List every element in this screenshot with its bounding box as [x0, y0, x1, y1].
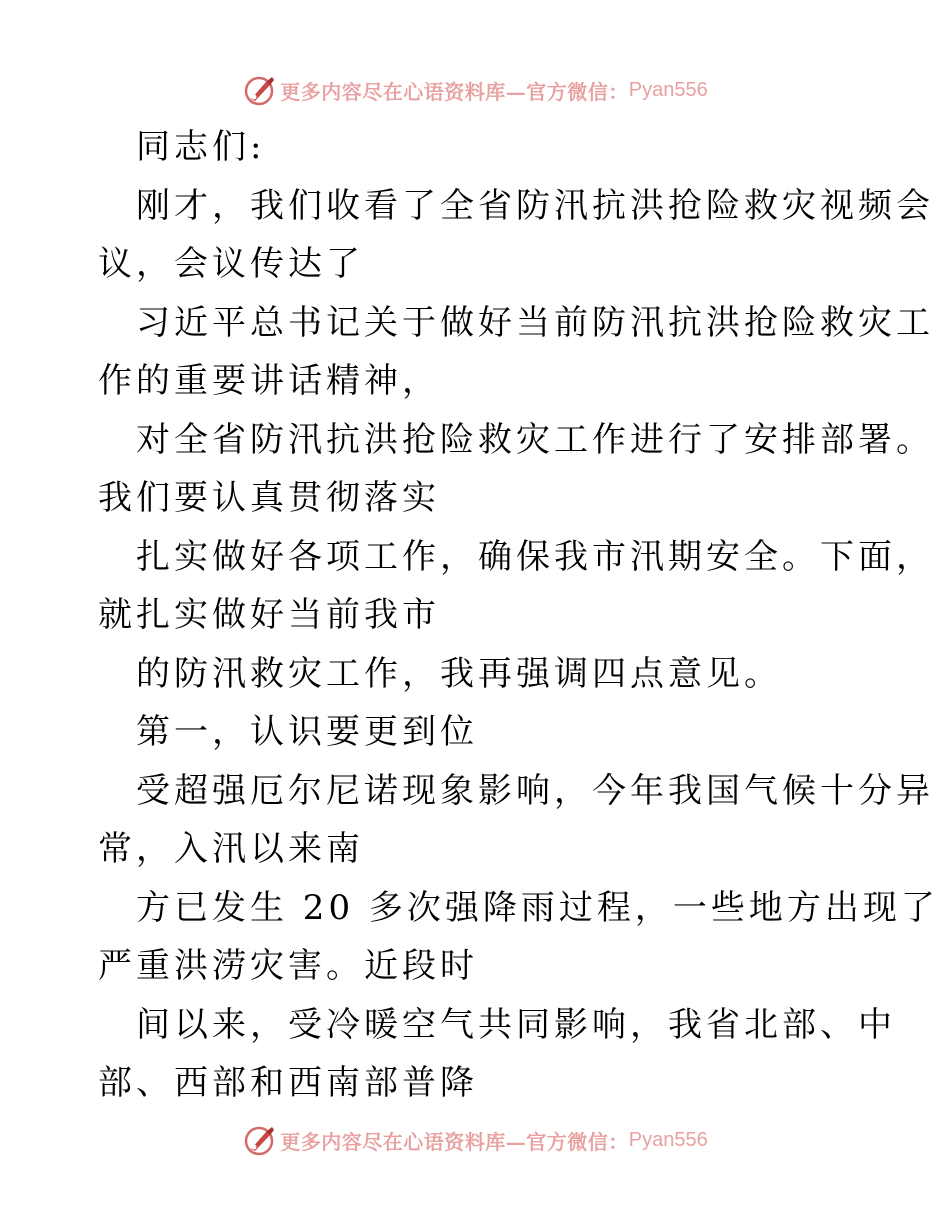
- text-line: 我们要认真贯彻落实: [98, 478, 440, 518]
- text-line: 受超强厄尔尼诺现象影响，今年我国气候十分异: [136, 770, 934, 811]
- text-line: 作的重要讲话精神，: [98, 361, 440, 401]
- watermark-id: Pyan556: [628, 1128, 708, 1151]
- pen-logo-icon: [242, 73, 276, 107]
- text-line: 同志们:: [136, 127, 266, 167]
- text-line: 严重洪涝灾害。近段时: [98, 946, 478, 986]
- watermark-header: [0, 70, 950, 110]
- pen-logo-icon: [242, 1123, 276, 1157]
- text-line: 扎实做好各项工作，确保我市汛期安全。下面，: [136, 536, 934, 577]
- text-line: 刚才，我们收看了全省防汛抗洪抢险救灾视频会: [136, 185, 934, 226]
- watermark-text: 更多内容尽在心语资料库—官方微信：: [280, 1129, 629, 1154]
- watermark-footer: [0, 1120, 950, 1160]
- text-line: 第一，认识要更到位: [136, 712, 478, 752]
- text-line: 部、西部和西南部普降: [98, 1063, 478, 1103]
- text-line: 议，会议传达了: [98, 244, 364, 284]
- text-line: 对全省防汛抗洪抢险救灾工作进行了安排部署。: [136, 419, 934, 460]
- document-body: [98, 118, 939, 1113]
- watermark-text: 更多内容尽在心语资料库—官方微信：: [280, 79, 629, 104]
- watermark-id: Pyan556: [628, 78, 708, 101]
- text-line: 常，入汛以来南: [98, 829, 364, 869]
- text-line: 间以来，受冷暖空气共同影响，我省北部、中: [136, 1004, 896, 1045]
- text-line: 就扎实做好当前我市: [98, 595, 440, 635]
- text-line: 习近平总书记关于做好当前防汛抗洪抢险救灾工: [136, 302, 934, 343]
- text-line: 的防汛救灾工作，我再强调四点意见。: [136, 653, 782, 694]
- text-line: 方已发生 20 多次强降雨过程，一些地方出现了: [136, 887, 939, 928]
